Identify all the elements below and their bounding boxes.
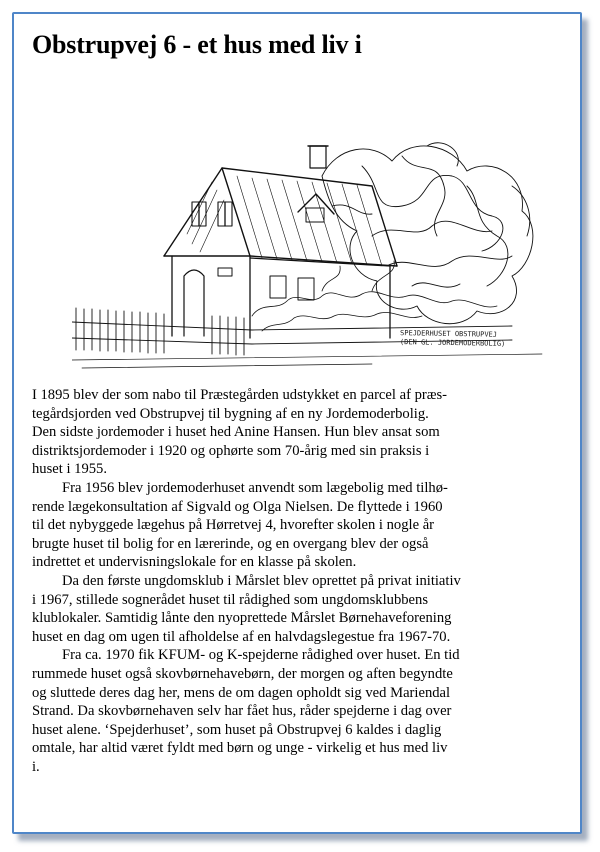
text-line: rende lægekonsultation af Sigvald og Olga Nielsen. De flyttede i 1960 <box>32 498 443 515</box>
text-line: Fra 1956 blev jordemoderhuset anvendt som lægebolig med tilhø- <box>62 479 448 496</box>
text-line: indrettet et undervisningslokale for en klasse på skolen. <box>32 554 357 571</box>
house-walls <box>172 202 390 338</box>
page-title: Obstrupvej 6 - et hus med liv i <box>32 30 362 59</box>
text-line: til det nybyggede lægehus på Hørretvej 4, hvorefter skolen i nogle år <box>32 517 435 534</box>
caption-line: (DEN GL. JORDEMODERBOLIG) <box>399 338 506 348</box>
text-line: i. <box>32 758 40 775</box>
text-line: tegårdsjorden ved Obstrupvej til bygning af en ny Jordemoderbolig. <box>32 405 429 422</box>
text-line: rummede huset også skovbørnehavebørn, der morgen og aften begyndte <box>32 665 453 682</box>
sketch-caption <box>400 329 506 349</box>
text-line: og sluttede deres dag her, mens de om dagen opholdt sig ved Mariendal <box>32 684 451 701</box>
hedge <box>252 261 497 331</box>
caption-line: SPEJDERHUSET OBSTRUPVEJ <box>400 329 498 339</box>
page-frame <box>12 12 582 834</box>
text-line: Da den første ungdomsklub i Mårslet blev oprettet på privat initiativ <box>62 572 461 589</box>
article-body <box>32 386 572 776</box>
text-line: huset en dag om ugen til afholdelse af en halvdagslegestue fra 1967-70. <box>32 628 451 645</box>
ground-lines <box>72 354 542 368</box>
text-line: Fra ca. 1970 fik KFUM- og K-spejderne rådighed over huset. En tid <box>62 647 460 664</box>
text-line: Strand. Da skovbørnehaven selv har fået hus, råder spejderne i dag over <box>32 703 452 720</box>
text-line: omtale, har altid været fyldt med børn og unge - virkelig et hus med liv <box>32 740 448 757</box>
tree-scribbles <box>322 143 533 324</box>
text-line: distriktsjordemoder i 1920 og ophørte som 70-årig med sin praksis i <box>32 442 430 459</box>
text-line: i 1967, stillede sognerådet huset til rådighed som ungdomsklubbens <box>32 591 429 608</box>
text-line: huset alene. ‘Spejderhuset’, som huset på Obstrupvej 6 kaldes i daglig <box>32 721 442 738</box>
text-line: Den sidste jordemoder i huset hed Anine Hansen. Hun blev ansat som <box>32 424 440 441</box>
text-line: klublokaler. Samtidig lånte den nyoprettede Mårslet Børnehaveforening <box>32 610 452 627</box>
text-line: brugte huset til bolig for en lærerinde, og en overgang blev der også <box>32 535 429 552</box>
text-line: huset i 1955. <box>32 461 107 478</box>
text-line: I 1895 blev der som nabo til Præstegården udstykket en parcel af præs- <box>32 387 448 403</box>
